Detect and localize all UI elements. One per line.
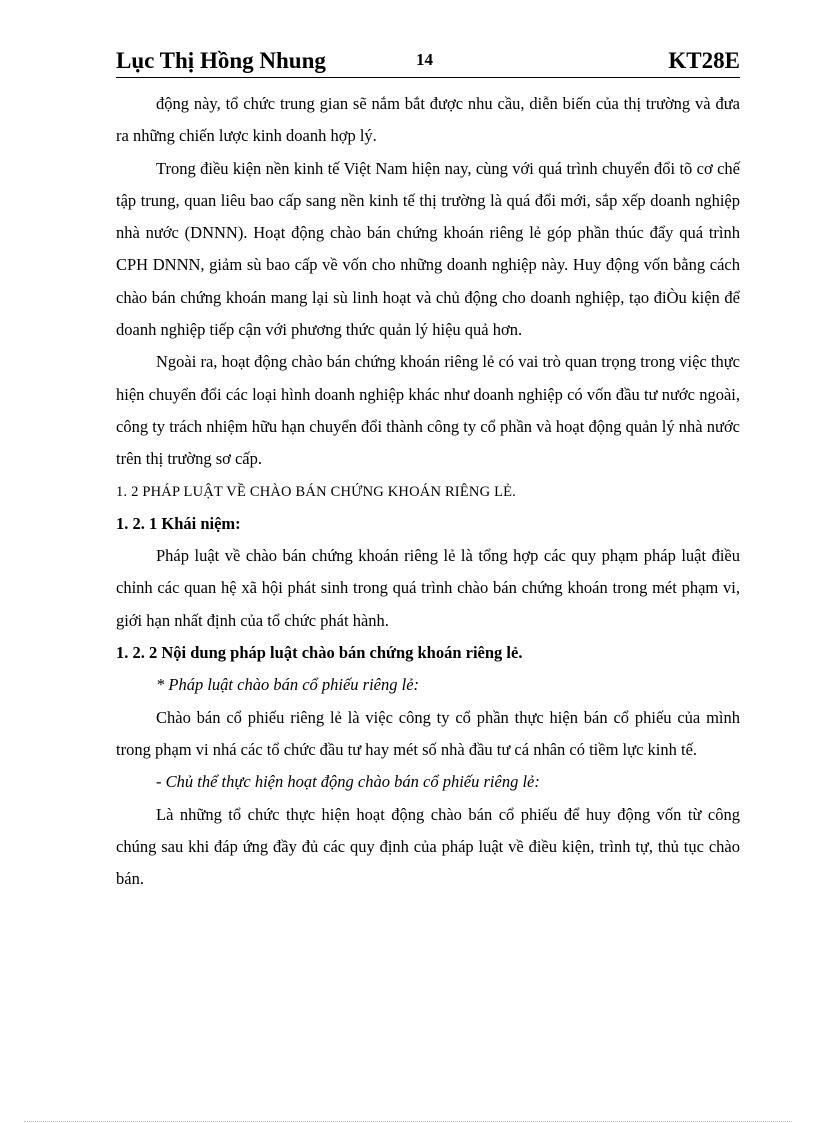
paragraph-issuers: Là những tổ chức thực hiện hoạt động chào bán cổ phiếu để huy động vốn từ công chúng sau khi đáp ứng đầy đủ các quy định của pháp luật về điều kiện, trình tự, thủ tục chào bán. <box>116 804 740 889</box>
subsection-heading-content: 1. 2. 2 Nội dung pháp luật chào bán chứng khoán riêng lẻ. <box>116 643 523 663</box>
subsection-heading-concept: 1. 2. 1 Khái niệm: <box>116 513 241 533</box>
paragraph-continuation: động này, tổ chức trung gian sẽ nắm bắt được nhu cầu, diễn biến của thị trường và đưa ra những chiến lược kinh doanh hợp lý. <box>116 94 740 146</box>
paragraph-definition: Pháp luật về chào bán chứng khoán riêng lẻ là tổng hợp các quy phạm pháp luật điều chỉnh các quan hệ xã hội phát sinh trong quá trình chào bán chứng khoán trong mét phạm vi, giới hạn nhất định của tổ chức phát hành. <box>116 546 740 630</box>
header-code: KT28E <box>668 48 740 73</box>
paragraph-transformation: Ngoài ra, hoạt động chào bán chứng khoán riêng lẻ có vai trò quan trọng trong việc thực hiện chuyển đổi các loại hình doanh nghiệp khác như doanh nghiệp có vốn đầu tư nước ngoài, công ty trách nhiệm hữu hạn chuyển đổi thành công ty cổ phần và hoạt động quản lý nhà nước trên thị trường sơ cấp. <box>116 352 740 469</box>
italic-dash-heading: - Chủ thể thực hiện hoạt động chào bán cổ phiếu riêng lẻ: <box>156 772 540 792</box>
document-body <box>116 88 740 895</box>
header-divider <box>116 77 740 78</box>
page-bottom-border <box>24 1121 792 1122</box>
page-header <box>116 46 740 80</box>
paragraph-share-offering: Chào bán cổ phiếu riêng lẻ là việc công ty cổ phần thực hiện bán cổ phiếu của mình trong phạm vi nhá các tổ chức đầu tư hay mét số nhà đầu tư cá nhân có tiềm lực kinh tế. <box>116 707 740 759</box>
paragraph-vietnam-economy: Trong điều kiện nền kinh tế Việt Nam hiện nay, cùng với quá trình chuyển đổi tõ cơ chế tập trung, quan liêu bao cấp sang nền kinh tế thị trường là quá đổi mới, sắp xếp doanh nghiệp nhà nước (DNNN). Hoạt động chào bán chứng khoán riêng lẻ góp phần thúc đẩy quá trình CPH DNNN, giảm sù bao cấp về vốn cho những doanh nghiệp này. Huy động vốn bằng cách chào bán chứng khoán mang lại sù linh hoạt và chủ động cho doanh nghiệp, tạo điÒu kiện để doanh nghiệp tiếp cận với phương thức quản lý hiệu quả hơn. <box>116 158 740 340</box>
italic-bullet-heading: * Pháp luật chào bán cổ phiếu riêng lẻ: <box>156 675 420 695</box>
header-author: Lục Thị Hồng Nhung <box>116 48 326 73</box>
section-heading: 1. 2 PHÁP LUẬT VỀ CHÀO BÁN CHỨNG KHOÁN RIÊNG LẺ. <box>116 483 517 500</box>
header-page-number: 14 <box>416 50 433 69</box>
